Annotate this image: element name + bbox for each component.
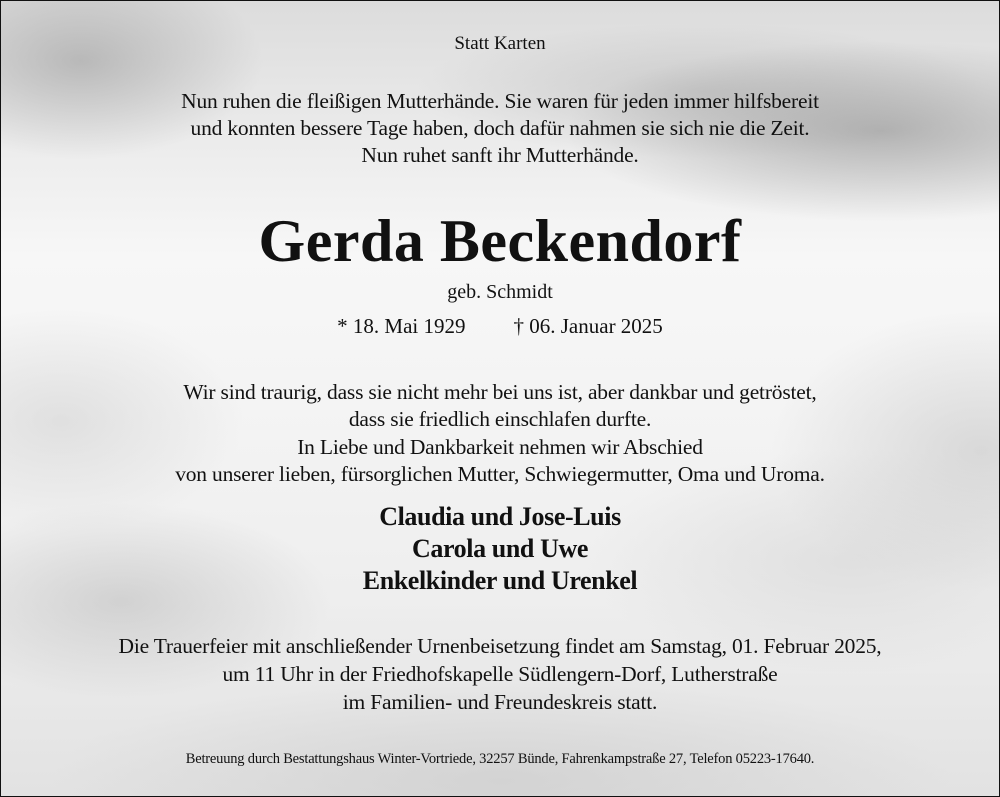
poem-line: Nun ruhet sanft ihr Mutterhände. xyxy=(361,143,639,167)
poem-line: Nun ruhen die fleißigen Mutterhände. Sie waren für jeden immer hilfsbereit xyxy=(181,89,819,113)
poem-line: und konnten bessere Tage haben, doch dafür nahmen sie sich nie die Zeit. xyxy=(190,116,810,140)
service-line: im Familien- und Freundeskreis statt. xyxy=(342,690,658,714)
mourner: Carola und Uwe xyxy=(412,534,588,563)
message-line: Wir sind traurig, dass sie nicht mehr bei uns ist, aber dankbar und getröstet, xyxy=(183,380,817,404)
death-date: † 06. Januar 2025 xyxy=(513,314,663,338)
mourner: Claudia und Jose-Luis xyxy=(379,502,621,531)
birth-date: * 18. Mai 1929 xyxy=(337,314,466,338)
statt-karten-label: Statt Karten xyxy=(454,33,546,54)
deceased-name: Gerda Beckendorf xyxy=(258,208,742,274)
maiden-name: geb. Schmidt xyxy=(447,281,553,303)
message-line: dass sie friedlich einschlafen durfte. xyxy=(348,407,652,431)
message-line: von unserer lieben, fürsorglichen Mutter, Schwiegermutter, Oma und Uroma. xyxy=(175,462,825,486)
mourner: Enkelkinder und Urenkel xyxy=(362,566,638,595)
funeral-home-footer: Betreuung durch Bestattungshaus Winter-Vortriede, 32257 Bünde, Fahrenkampstraße 27, Telefon 05223-17640. xyxy=(185,751,815,767)
life-dates xyxy=(1,314,999,339)
message-line: In Liebe und Dankbarkeit nehmen wir Abschied xyxy=(297,435,703,459)
service-line: Die Trauerfeier mit anschließender Urnenbeisetzung findet am Samstag, 01. Februar 2025, xyxy=(118,634,882,658)
service-line: um 11 Uhr in der Friedhofskapelle Südlengern-Dorf, Lutherstraße xyxy=(222,662,778,686)
